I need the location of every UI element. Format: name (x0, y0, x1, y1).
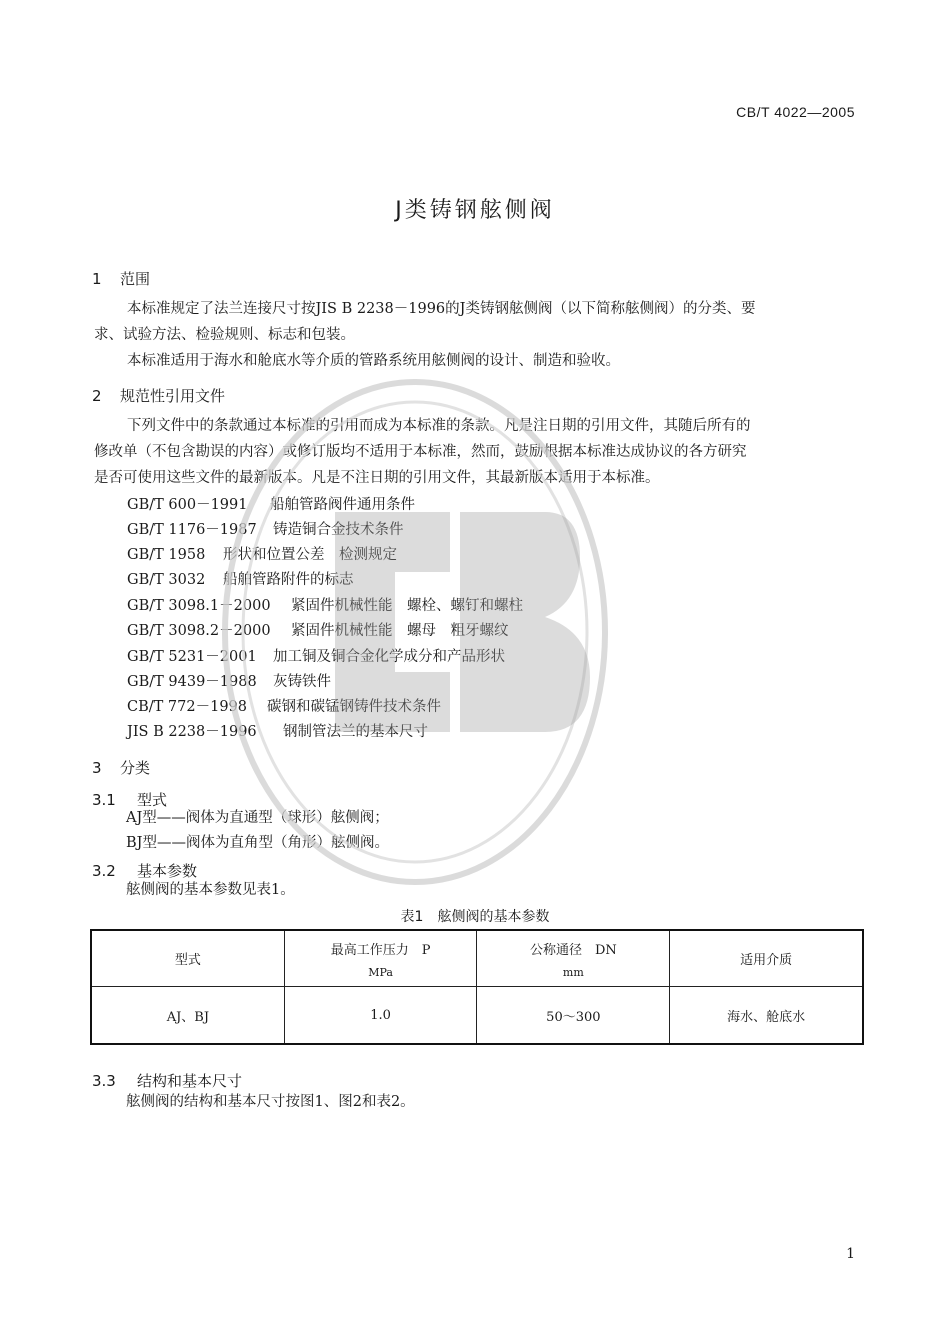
cell-pressure: 1.0 (284, 987, 477, 1045)
reference-code: GB/T 3032 (127, 572, 206, 588)
reference-item (127, 670, 331, 691)
reference-code: GB/T 1176－1987 (127, 522, 257, 538)
reference-code: GB/T 5231－2001 (127, 649, 257, 665)
section-3-3-heading (92, 1070, 242, 1091)
page-number: 1 (846, 1246, 855, 1262)
section-number: 3.1 (92, 791, 116, 809)
reference-title: 紧固件机械性能 螺栓、螺钉和螺柱 (291, 598, 523, 614)
reference-item (127, 568, 354, 589)
table-caption: 表1 舷侧阀的基本参数 (400, 909, 550, 925)
reference-code: JIS B 2238－1996 (127, 724, 257, 740)
section-2-intro-line2: 修改单（不包含勘误的内容）或修订版均不适用于本标准，然而，鼓励根据本标准达成协议的各方研究 (94, 444, 747, 460)
table-row (91, 987, 863, 1045)
reference-title: 铸造铜合金技术条件 (273, 522, 404, 538)
reference-title: 紧固件机械性能 螺母 粗牙螺纹 (291, 623, 509, 639)
section-number: 3.2 (92, 862, 116, 880)
reference-item (127, 619, 509, 640)
reference-code: GB/T 600－1991 (127, 497, 248, 513)
reference-code: GB/T 3098.2－2000 (127, 623, 271, 639)
section-title: 范围 (120, 270, 151, 288)
reference-code: GB/T 1958 (127, 547, 206, 563)
cell-medium: 海水、舱底水 (670, 987, 863, 1045)
section-1-para1-line1: 本标准规定了法兰连接尺寸按JIS B 2238－1996的J类铸钢舷侧阀（以下简称舷侧阀）的分类、要 (127, 301, 756, 317)
reference-title: 钢制管法兰的基本尺寸 (283, 724, 428, 740)
reference-item (127, 543, 397, 564)
reference-item (127, 645, 505, 666)
header-pressure-unit: MPa (368, 965, 393, 979)
section-title: 型式 (137, 791, 168, 809)
reference-item (127, 720, 428, 741)
header-type: 型式 (91, 930, 284, 987)
page-title: J类铸钢舷侧阀 (395, 198, 555, 223)
section-2-heading (92, 385, 225, 406)
header-diameter-unit: mm (562, 965, 584, 979)
type-aj-line: AJ型——阀体为直通型（球形）舷侧阀； (126, 810, 389, 826)
section-2-intro-line3: 是否可使用这些文件的最新版本。凡是不注日期的引用文件，其最新版本适用于本标准。 (94, 470, 660, 486)
table-header-row (91, 930, 863, 987)
cell-type: AJ、BJ (91, 987, 284, 1045)
section-title: 结构和基本尺寸 (137, 1072, 243, 1090)
reference-code: GB/T 3098.1－2000 (127, 598, 271, 614)
section-3-heading (92, 757, 150, 778)
header-pressure-label: 最高工作压力 P (330, 942, 431, 958)
type-bj-line: BJ型——阀体为直角型（角形）舷侧阀。 (126, 835, 389, 851)
reference-title: 加工铜及铜合金化学成分和产品形状 (273, 649, 505, 665)
header-pressure (284, 930, 477, 987)
reference-title: 船舶管路阀件通用条件 (270, 497, 415, 513)
section-3-3-text: 舷侧阀的结构和基本尺寸按图1、图2和表2。 (126, 1094, 415, 1110)
cell-diameter: 50～300 (477, 987, 670, 1045)
reference-title: 形状和位置公差 检测规定 (223, 547, 397, 563)
reference-item (127, 594, 523, 615)
standard-code: CB/T 4022—2005 (736, 104, 855, 120)
parameter-table (90, 929, 864, 1045)
reference-item (127, 695, 441, 716)
reference-title: 灰铸铁件 (273, 674, 331, 690)
section-1-heading (92, 268, 150, 289)
reference-code: GB/T 9439－1988 (127, 674, 257, 690)
section-title: 规范性引用文件 (120, 387, 226, 405)
header-diameter-label: 公称通径 DN (529, 942, 617, 958)
section-title: 分类 (120, 759, 151, 777)
section-2-intro-line1: 下列文件中的条款通过本标准的引用而成为本标准的条款。凡是注日期的引用文件，其随后所有的 (127, 418, 751, 434)
header-medium: 适用介质 (670, 930, 863, 987)
header-diameter (477, 930, 670, 987)
section-3-2-text: 舷侧阀的基本参数见表1。 (126, 882, 295, 898)
section-number: 3 (92, 759, 102, 777)
reference-item (127, 518, 404, 539)
section-number: 2 (92, 387, 102, 405)
section-1-para1-line2: 求、试验方法、检验规则、标志和包装。 (94, 327, 355, 343)
reference-item (127, 493, 415, 514)
section-1-para2: 本标准适用于海水和舱底水等介质的管路系统用舷侧阀的设计、制造和验收。 (127, 353, 620, 369)
section-number: 3.3 (92, 1072, 116, 1090)
section-number: 1 (92, 270, 102, 288)
reference-code: CB/T 772－1998 (127, 699, 247, 715)
section-title: 基本参数 (137, 862, 198, 880)
reference-title: 船舶管路附件的标志 (223, 572, 354, 588)
reference-title: 碳钢和碳锰钢铸件技术条件 (267, 699, 441, 715)
